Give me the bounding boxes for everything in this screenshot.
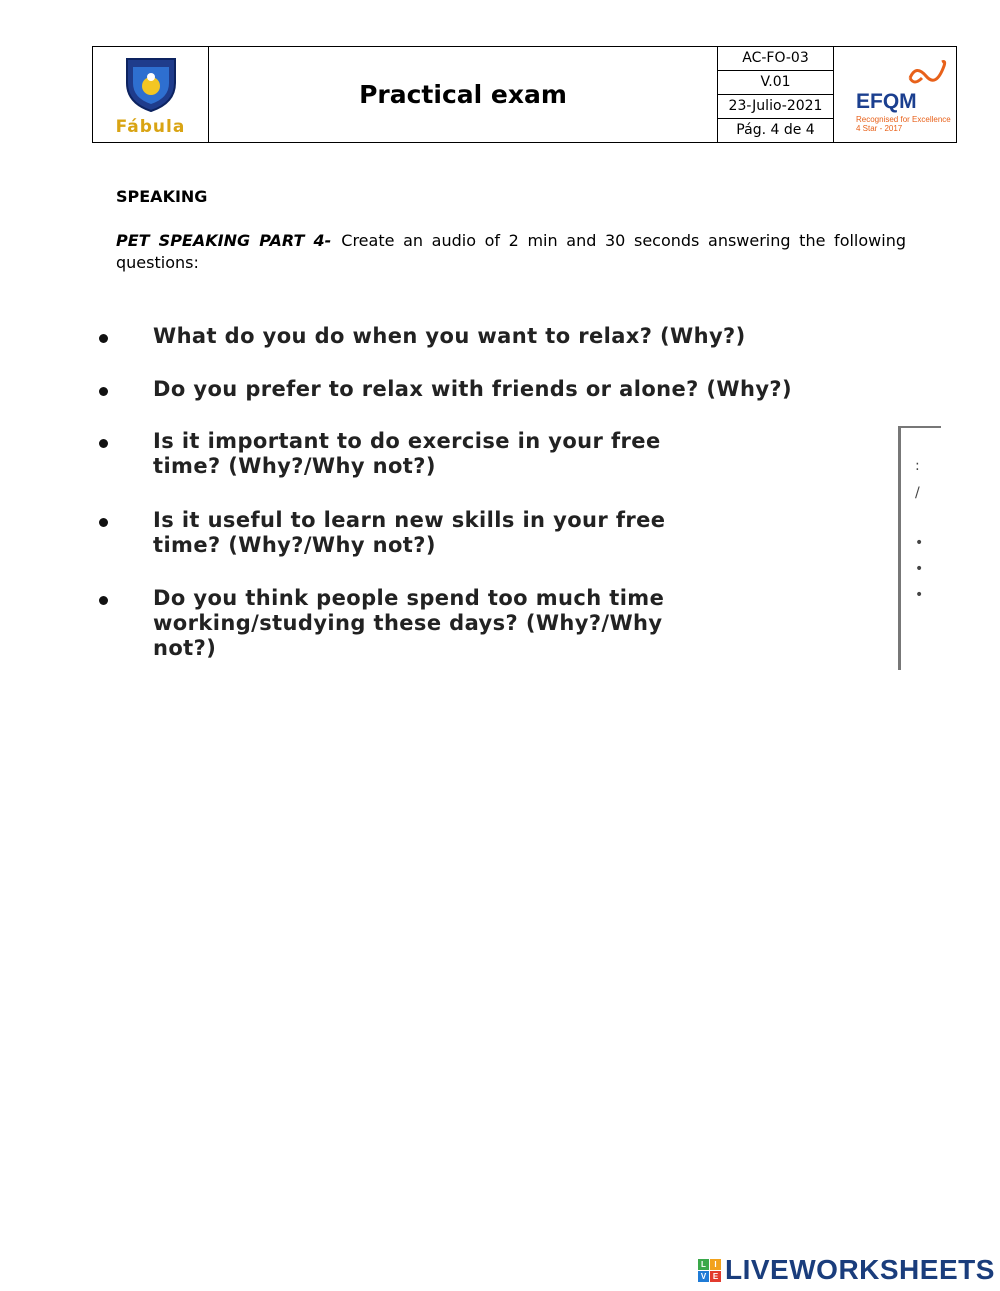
doc-version: V.01 — [718, 71, 833, 95]
cropped-mark: • — [915, 561, 924, 577]
efqm-caption-2: 4 Star - 2017 — [856, 124, 903, 133]
bullet-icon — [99, 518, 108, 527]
instructions — [116, 230, 906, 274]
efqm-caption — [856, 115, 951, 133]
section-title: SPEAKING — [116, 187, 208, 206]
question-3 — [153, 429, 661, 479]
school-logo — [93, 47, 209, 143]
cropped-mark: • — [915, 587, 924, 603]
question-4 — [153, 508, 665, 558]
school-logo-text: Fábula — [115, 116, 186, 137]
instruction-label: PET SPEAKING PART 4- — [116, 231, 332, 250]
bullet-icon — [99, 596, 108, 605]
document-meta — [718, 47, 834, 143]
title-cell — [209, 47, 718, 143]
cropped-mark: / — [915, 485, 920, 501]
grid-letter: V — [698, 1271, 709, 1282]
question-line: What do you do when you want to relax? (Why?) — [153, 324, 746, 348]
instruction-text: Create an audio of 2 min and 30 seconds answering the following questions: — [116, 231, 906, 272]
cropped-mark: : — [915, 458, 920, 474]
liveworksheets-logo — [698, 1254, 995, 1286]
header-table — [92, 46, 957, 143]
question-line: Is it useful to learn new skills in your free — [153, 508, 666, 532]
doc-code: AC-FO-03 — [718, 47, 833, 71]
doc-page: Pág. 4 de 4 — [736, 122, 815, 138]
question-line: time? (Why?/Why not?) — [153, 454, 436, 478]
question-5 — [153, 586, 664, 661]
question-line: not?) — [153, 636, 217, 660]
bullet-icon — [99, 334, 108, 343]
efqm-logo — [834, 47, 957, 143]
grid-letter: L — [698, 1259, 709, 1270]
bullet-icon — [99, 439, 108, 448]
cropped-mark: • — [915, 535, 924, 551]
question-line: Do you think people spend too much time — [153, 586, 665, 610]
question-2 — [153, 377, 792, 402]
question-line: working/studying these days? (Why?/Why — [153, 611, 663, 635]
question-1 — [153, 324, 746, 349]
liveworksheets-brand: LIVEWORKSHEETS — [725, 1254, 995, 1285]
bullet-icon — [99, 387, 108, 396]
liveworksheets-grid-icon — [698, 1259, 721, 1282]
grid-letter: E — [710, 1271, 721, 1282]
shield-crest-icon — [121, 53, 181, 113]
question-line: Is it important to do exercise in your free — [153, 429, 661, 453]
page-title: Practical exam — [359, 80, 567, 109]
doc-date: 23-Julio-2021 — [718, 95, 833, 119]
infinity-icon — [906, 58, 950, 88]
efqm-name: EFQM — [856, 90, 917, 113]
efqm-caption-1: Recognised for Excellence — [856, 115, 951, 124]
question-line: Do you prefer to relax with friends or alone? (Why?) — [153, 377, 793, 401]
question-line: time? (Why?/Why not?) — [153, 533, 436, 557]
grid-letter: I — [710, 1259, 721, 1270]
